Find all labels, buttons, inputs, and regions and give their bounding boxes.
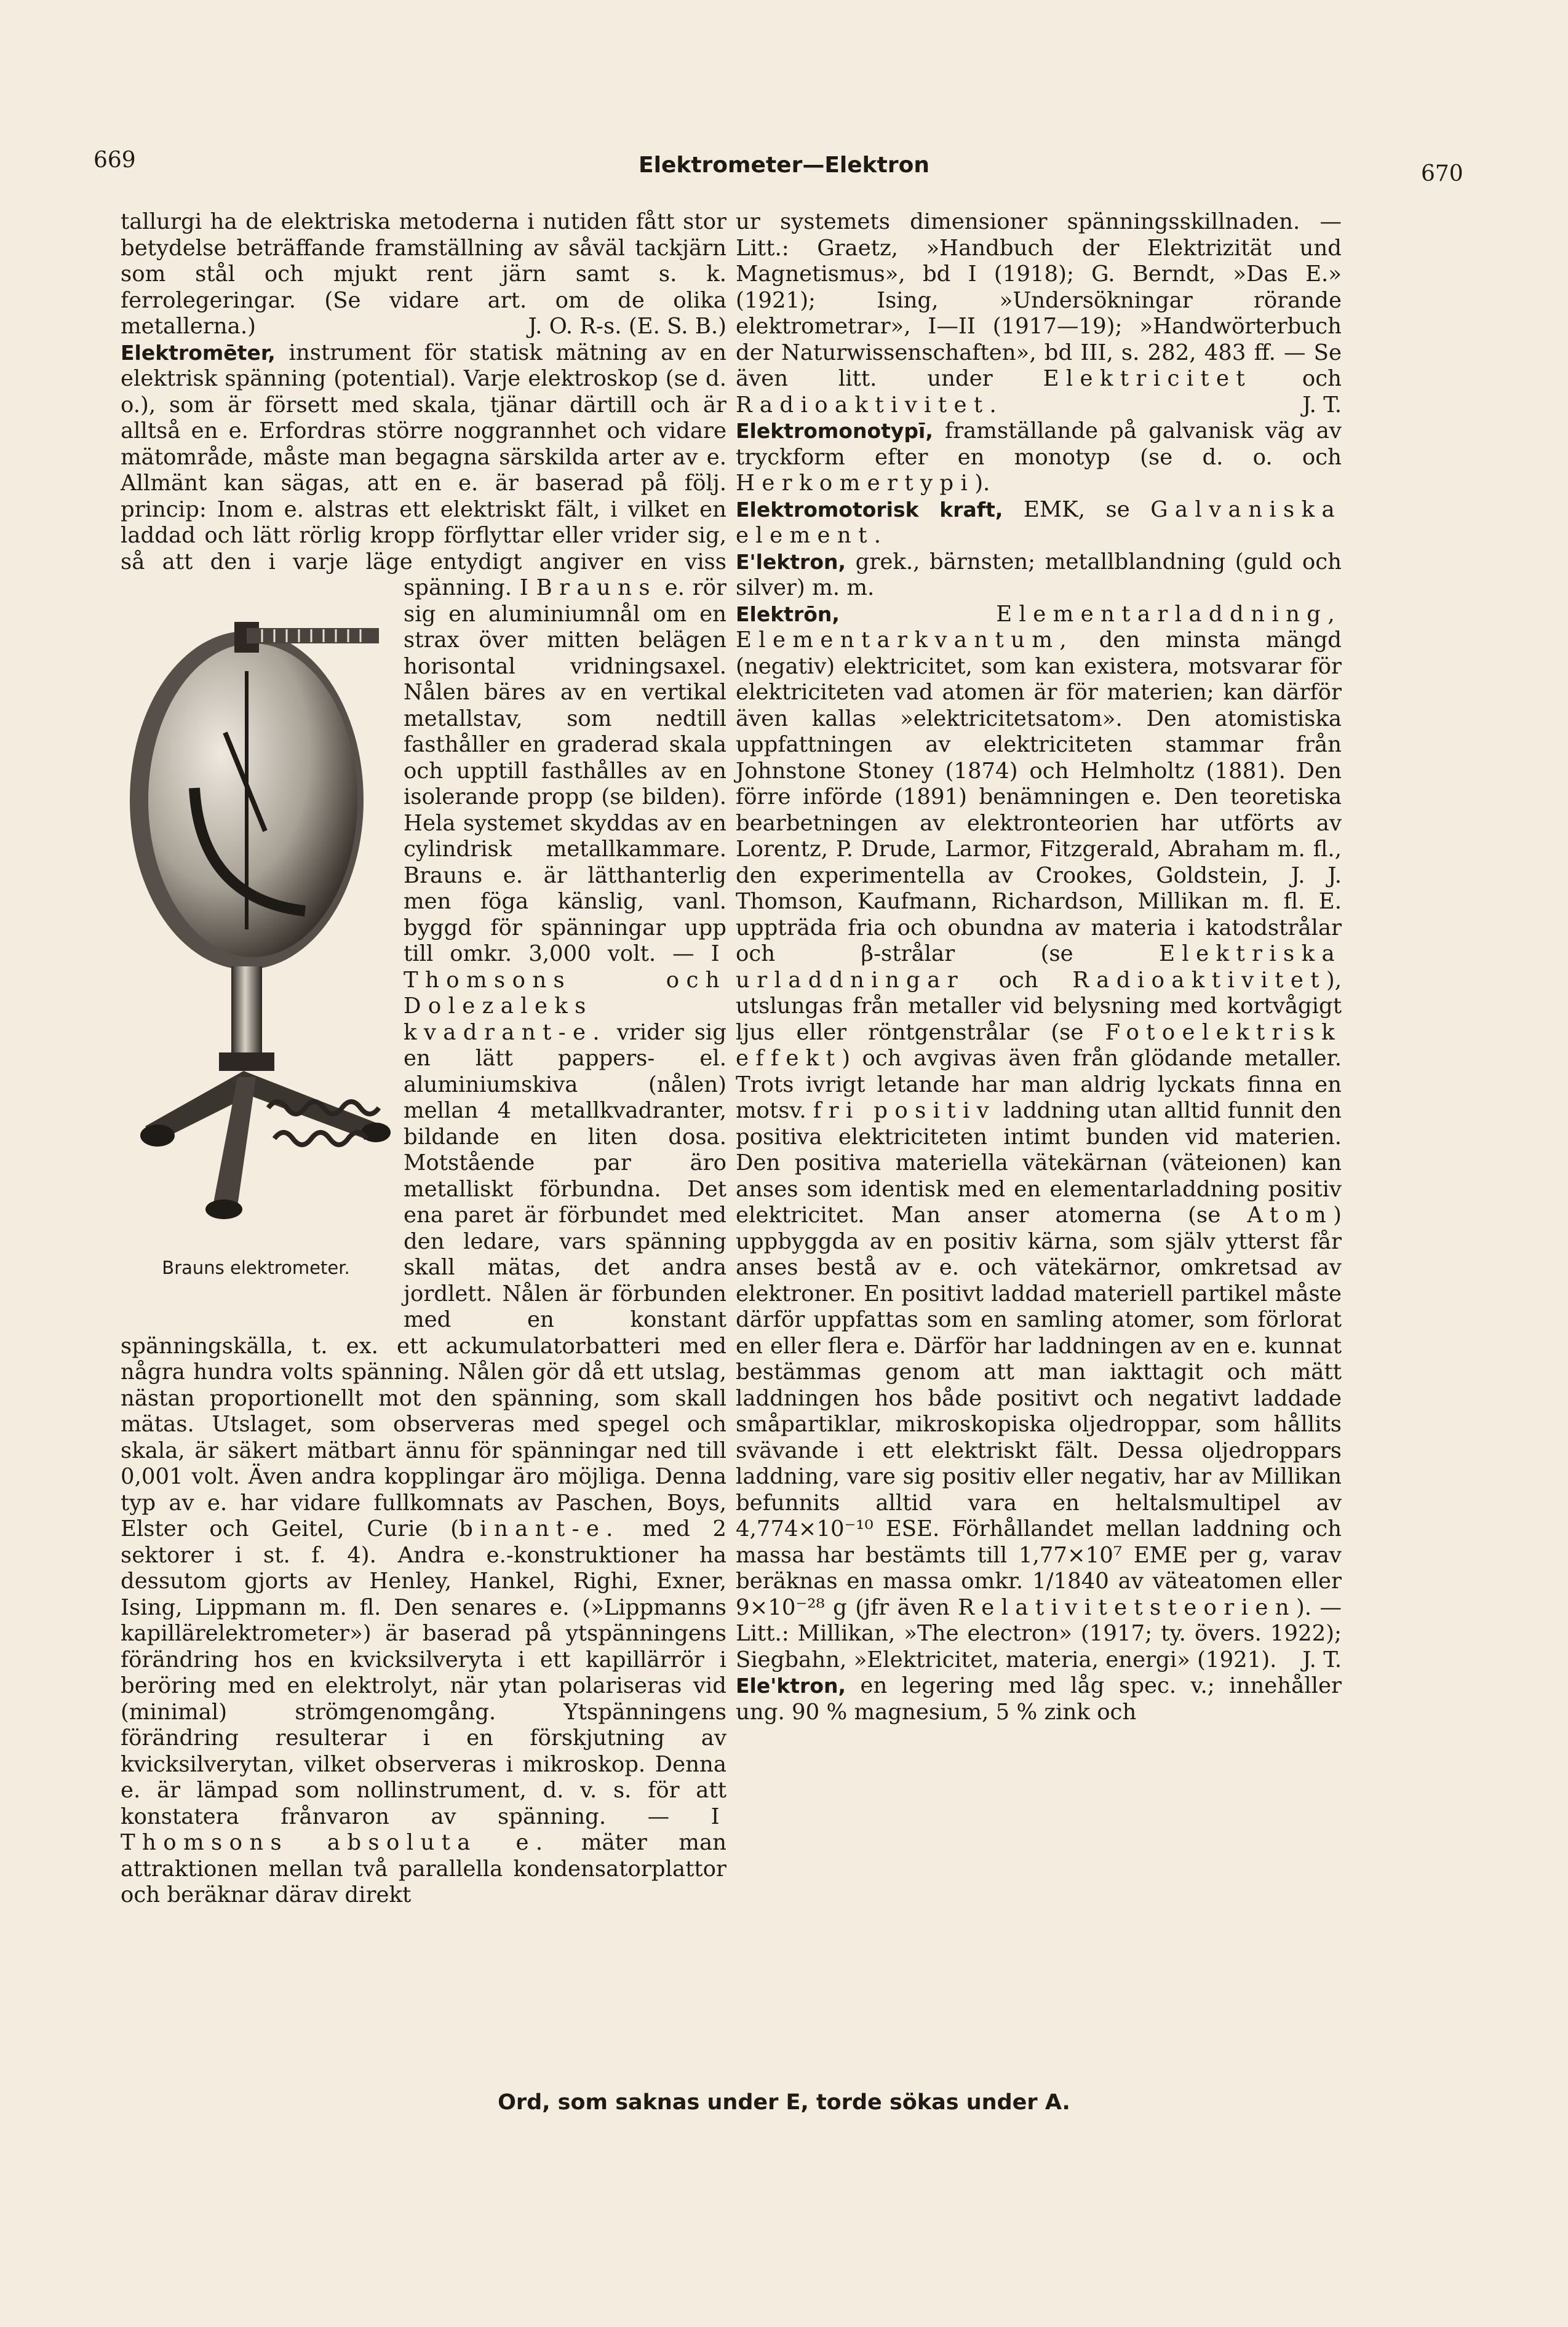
headword-elektron-grek: E'lektron, [736,549,846,574]
entry-elektron-legering: Ele'ktron, en legering med låg spec. v.; innehåller ung. 90 % magnesium, 5 % zink och [736,1673,1342,1725]
signature: J. T. [1302,1647,1342,1673]
headword-elektromotorisk-kraft: Elektromotorisk kraft, [736,497,1003,522]
entry-elektron: Elektrōn, Elementarladdning, Elementarkvantum, den minsta mängd (negativ) elektricitet, som kan existera, motsvarar för elektriciteten vad atomen är för materien; kan därför även kallas »elektricitetsatom». Den atomistiska uppfattningen av elektriciteten stammar från Johnstone Stoney (1874) och Helmholtz (1881). Den förre införde (1891) benämningen e. Den teoretiska bearbetningen av elektronteorien har utförts av Lorentz, P. Drude, Larmor, Fitzgerald, Abraham m. fl., den experimentella av Crookes, Goldstein, J. J. Thomson, Kaufmann, Richardson, Millikan m. fl. E. uppträda fria och obundna av materia i katodstrålar och β-strålar (se Elektriska urladdningar och Radioaktivitet), utslungas från metaller vid belysning med kortvågigt ljus eller röntgenstrålar (se Fotoelektrisk effekt) och avgivas även från glödande metaller. Trots ivrigt letande har man aldrig lyckats finna en motsv. fri positiv laddning utan alltid funnit den positiva elektriciteten intimt bunden vid materien. Den positiva materiella vätekärnan (väteionen) kan anses som identisk med en elementarladdning positiv elektricitet. Man anser atomerna (se Atom) uppbyggda av en positiv kärna, som själv ytterst får anses bestå av e. och vätekärnor, omkretsad av elektroner. En positivt laddad materiell partikel måste därför uppfattas som en samling atomer, som förlorat en eller flera e. Därför har laddningen av en e. kunnat bestämmas genom att man iakttagit och mätt laddningen hos både positivt och negativt laddade småpartiklar, mikroskopiska oljedroppar, som hållits svävande i ett elektriskt fält. Dessa oljedroppars laddning, vare sig positiv eller negativ, har av Millikan befunnits alltid vara en heltalsmultipel av 4,774×10⁻¹⁰ ESE. Förhållandet mellan laddning och massa har bestämts till 1,77×10⁷ EME per g, varav beräknas en massa omkr. 1/1840 av väteatomen eller 9×10⁻²⁸ g (jfr även Relativitetsteorien). — Litt.: Millikan, »The electron» (1917; ty. övers. 1922); Siegbahn, »Elektricitet, materia, energi» (1921). J. T. [736,601,1342,1673]
page-number-right: 670 [1421,161,1463,186]
entry-elektromonotypi: Elektromonotypī, framställande på galvanisk väg av tryckform efter en monotyp (se d. o. och Herkomertypi). [736,418,1342,496]
running-title: Elektrometer—Elektron [639,153,929,178]
headword-elektron-legering: Ele'ktron, [736,1674,846,1698]
entry-elektromotorisk-kraft: Elektromotorisk kraft, EMK, se Galvaniska element. [736,496,1342,548]
brauns-elektrometer-illustration [121,585,391,1249]
page-number-left: 669 [94,148,136,173]
paragraph-litteratur: ur systemets dimensioner spänningsskillnaden. — Litt.: Graetz, »Handbuch der Elektrizität und Magnetismus», bd I (1918); G. Berndt, »Das E.» (1921); Ising, »Undersökningar rörande elektrometrar», I—II (1917—19); »Handwörterbuch der Naturwissenschaften», bd III, s. 282, 483 ff. — Se även litt. under Elektricitet och Radioaktivitet. J. T. [736,209,1342,418]
paragraph-metallurgi: tallurgi ha de elektriska metoderna i nutiden fått stor betydelse beträffande framställning av såväl tackjärn som stål och mjukt rent järn samt s. k. ferrolegeringar. (Se vidare art. om de olika metallerna.) J. O. R-s. (E. S. B.) [121,209,726,339]
footer-note: Ord, som saknas under E, torde sökas under A. [498,2090,1070,2115]
figure-brauns-elektrometer [121,575,391,1307]
signature: J. T. [1302,392,1342,418]
right-column [736,209,1342,1725]
headword-elektromonotypi: Elektromonotypī, [736,419,933,443]
figure-caption: Brauns elektrometer. [162,1257,350,1278]
signature: J. O. R-s. (E. S. B.) [528,314,726,339]
entry-elektrometer: Elektromēter, instrument för statisk mätning av en elektrisk spänning (potential). Varje elektroskop (se d. o.), som är försett med skala, tjänar därtill och är alltså en e. Erfordras större noggrannhet och vidare mätområde, måste man begagna särskilda arter av e. Allmänt kan sägas, att en e. är baserad på följ. princip: Inom e. alstras ett elektriskt fält, i vilket en laddad och lätt rörlig kropp förflyttar eller vrider sig, så att den i varje läge entydigt angiver en viss spänning. I Brauns elektrometer. Brauns e. rör sig en aluminiumnål om en strax över mitten belägen horisontal vridningsaxel. Nålen bäres av en vertikal metallstav, som nedtill fasthåller en graderad skala och upptill fasthålles av en isolerande propp (se bilden). Hela systemet skyddas av en cylindrisk metallkammare. Brauns e. är lätthanterlig men föga känslig, vanl. byggd för spänningar upp till omkr. 3,000 volt. — I Thomsons och Dolezaleks kvadrant-e. vrider sig en lätt pappers- el. aluminiumskiva (nålen) mellan 4 metallkvadranter, bildande en liten dosa. Motstående par äro metalliskt förbundna. Det ena paret är förbundet med den ledare, vars spänning skall mätas, det andra jordlett. Nålen är förbunden med en konstant spänningskälla, t. ex. ett ackumulatorbatteri med några hundra volts spänning. Nålen gör då ett utslag, nästan proportionellt mot den spänning, som skall mätas. Utslaget, som observeras med spegel och skala, är säkert mätbart ännu för spänningar ned till 0,001 volt. Även andra kopplingar äro möjliga. Denna typ av e. har vidare fullkomnats av Paschen, Boys, Elster och Geitel, Curie (binant-e. med 2 sektorer i st. f. 4). Andra e.-konstruktioner ha dessutom gjorts av Henley, Hankel, Righi, Exner, Ising, Lippmann m. fl. Den senares e. (»Lippmanns kapillärelektrometer») är baserad på ytspänningens förändring hos en kvicksilveryta i ett kapillärrör i beröring med en elektrolyt, när ytan polariseras vid (minimal) strömgenomgång. Ytspänningens förändring resulterar i en förskjutning av kvicksilverytan, vilket observeras i mikroskop. Denna e. är lämpad som nollinstrument, d. v. s. för att konstatera frånvaron av spänning. — I Thomsons absoluta e. mäter man attraktionen mellan två parallella kondensatorplattor och beräknar därav direkt [121,340,726,1907]
headword-elektrometer: Elektromēter, [121,340,276,365]
entry-elektron-grek: E'lektron, grek., bärnsten; metallblandning (guld och silver) m. m. [736,549,1342,600]
headword-elektron: Elektrōn, [736,602,840,626]
left-column [121,209,726,1909]
